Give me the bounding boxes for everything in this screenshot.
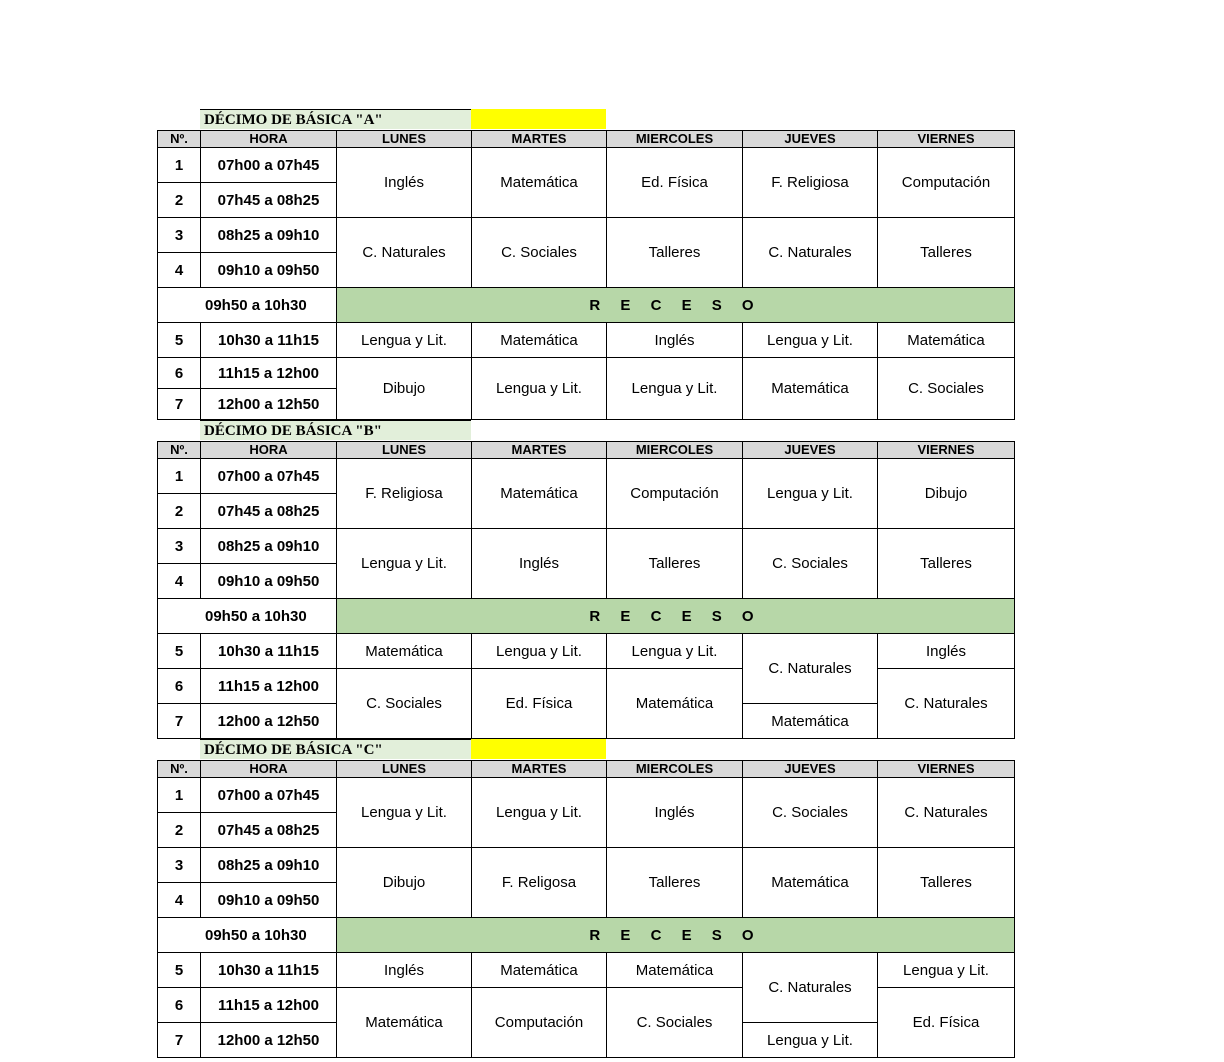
header-viernes: VIERNES — [878, 131, 1015, 148]
period-number: 4 — [158, 253, 201, 288]
header-hora: HORA — [201, 442, 337, 459]
subject-cell: Matemática — [472, 148, 607, 218]
recess-banner: R E C E S O — [337, 599, 1015, 634]
subject-cell: Lengua y Lit. — [607, 358, 743, 420]
period-number: 4 — [158, 883, 201, 918]
period-number: 2 — [158, 813, 201, 848]
subject-cell: Lengua y Lit. — [472, 358, 607, 420]
subject-cell: F. Religosa — [472, 848, 607, 918]
schedule-title: DÉCIMO DE BÁSICA "B" — [200, 420, 471, 440]
subject-cell: C. Sociales — [878, 358, 1015, 420]
period-time: 11h15 a 12h00 — [201, 358, 337, 389]
subject-cell: C. Sociales — [607, 988, 743, 1058]
subject-cell: C. Naturales — [743, 953, 878, 1023]
subject-cell: Dibujo — [337, 848, 472, 918]
subject-cell: Lengua y Lit. — [743, 459, 878, 529]
recess-banner: R E C E S O — [337, 918, 1015, 953]
header-lunes: LUNES — [337, 761, 472, 778]
subject-cell: Inglés — [878, 634, 1015, 669]
header-num: Nº. — [158, 442, 201, 459]
recess-banner: R E C E S O — [337, 288, 1015, 323]
subject-cell: Ed. Física — [878, 988, 1015, 1058]
subject-cell: C. Sociales — [472, 218, 607, 288]
subject-cell: C. Sociales — [743, 529, 878, 599]
subject-cell: Matemática — [472, 459, 607, 529]
header-num: Nº. — [158, 131, 201, 148]
subject-cell: C. Naturales — [337, 218, 472, 288]
schedule-title: DÉCIMO DE BÁSICA "C" — [200, 739, 471, 759]
recess-time: 09h50 a 10h30 — [158, 918, 337, 953]
period-number: 1 — [158, 778, 201, 813]
subject-cell: C. Naturales — [878, 669, 1015, 739]
period-time: 07h45 a 08h25 — [201, 183, 337, 218]
header-jueves: JUEVES — [743, 442, 878, 459]
header-viernes: VIERNES — [878, 442, 1015, 459]
header-martes: MARTES — [472, 131, 607, 148]
schedule-b — [157, 420, 1014, 739]
subject-cell: Matemática — [337, 988, 472, 1058]
period-number: 3 — [158, 218, 201, 253]
subject-cell: Matemática — [337, 634, 472, 669]
period-number: 5 — [158, 953, 201, 988]
period-number: 5 — [158, 323, 201, 358]
period-time: 08h25 a 09h10 — [201, 218, 337, 253]
header-lunes: LUNES — [337, 131, 472, 148]
subject-cell: Lengua y Lit. — [337, 529, 472, 599]
period-time: 07h00 a 07h45 — [201, 459, 337, 494]
subject-cell: Talleres — [607, 218, 743, 288]
header-martes: MARTES — [472, 442, 607, 459]
period-number: 7 — [158, 1023, 201, 1058]
recess-time: 09h50 a 10h30 — [158, 599, 337, 634]
highlight-cell — [471, 109, 606, 129]
subject-cell: Inglés — [472, 529, 607, 599]
subject-cell: Matemática — [743, 848, 878, 918]
subject-cell: F. Religiosa — [743, 148, 878, 218]
subject-cell: C. Sociales — [743, 778, 878, 848]
header-jueves: JUEVES — [743, 761, 878, 778]
subject-cell: C. Sociales — [337, 669, 472, 739]
subject-cell: Lengua y Lit. — [472, 778, 607, 848]
schedule-c — [157, 739, 1014, 1058]
period-number: 6 — [158, 988, 201, 1023]
subject-cell: Lengua y Lit. — [743, 1023, 878, 1058]
subject-cell: Inglés — [607, 778, 743, 848]
subject-cell: Ed. Física — [472, 669, 607, 739]
header-viernes: VIERNES — [878, 761, 1015, 778]
schedule-table — [157, 441, 1015, 739]
subject-cell: Matemática — [878, 323, 1015, 358]
header-miercoles: MIERCOLES — [607, 131, 743, 148]
period-time: 12h00 a 12h50 — [201, 704, 337, 739]
subject-cell: Computación — [607, 459, 743, 529]
subject-cell: Talleres — [878, 218, 1015, 288]
subject-cell: Computación — [472, 988, 607, 1058]
period-time: 07h00 a 07h45 — [201, 778, 337, 813]
subject-cell: Matemática — [607, 669, 743, 739]
period-number: 1 — [158, 148, 201, 183]
period-number: 6 — [158, 669, 201, 704]
subject-cell: Matemática — [472, 323, 607, 358]
subject-cell: Matemática — [607, 953, 743, 988]
subject-cell: Talleres — [878, 848, 1015, 918]
subject-cell: C. Naturales — [743, 634, 878, 704]
subject-cell: Computación — [878, 148, 1015, 218]
period-time: 08h25 a 09h10 — [201, 529, 337, 564]
subject-cell: Dibujo — [878, 459, 1015, 529]
header-jueves: JUEVES — [743, 131, 878, 148]
header-martes: MARTES — [472, 761, 607, 778]
subject-cell: Lengua y Lit. — [337, 778, 472, 848]
period-time: 10h30 a 11h15 — [201, 323, 337, 358]
subject-cell: Lengua y Lit. — [607, 634, 743, 669]
period-number: 5 — [158, 634, 201, 669]
period-time: 10h30 a 11h15 — [201, 953, 337, 988]
subject-cell: Talleres — [607, 529, 743, 599]
period-number: 2 — [158, 494, 201, 529]
schedule-table — [157, 760, 1015, 1058]
period-number: 7 — [158, 704, 201, 739]
subject-cell: Lengua y Lit. — [743, 323, 878, 358]
subject-cell: Inglés — [337, 148, 472, 218]
header-hora: HORA — [201, 131, 337, 148]
header-lunes: LUNES — [337, 442, 472, 459]
subject-cell: Matemática — [743, 704, 878, 739]
period-number: 3 — [158, 848, 201, 883]
schedule-table — [157, 130, 1015, 420]
period-time: 12h00 a 12h50 — [201, 1023, 337, 1058]
period-time: 07h45 a 08h25 — [201, 813, 337, 848]
header-num: Nº. — [158, 761, 201, 778]
subject-cell: Talleres — [607, 848, 743, 918]
subject-cell: C. Naturales — [878, 778, 1015, 848]
header-miercoles: MIERCOLES — [607, 442, 743, 459]
period-time: 09h10 a 09h50 — [201, 564, 337, 599]
highlight-cell — [471, 739, 606, 759]
period-number: 2 — [158, 183, 201, 218]
subject-cell: F. Religiosa — [337, 459, 472, 529]
period-time: 09h10 a 09h50 — [201, 253, 337, 288]
subject-cell: C. Naturales — [743, 218, 878, 288]
period-time: 08h25 a 09h10 — [201, 848, 337, 883]
period-time: 11h15 a 12h00 — [201, 669, 337, 704]
subject-cell: Lengua y Lit. — [337, 323, 472, 358]
schedule-title: DÉCIMO DE BÁSICA "A" — [200, 109, 471, 129]
period-number: 7 — [158, 389, 201, 420]
recess-time: 09h50 a 10h30 — [158, 288, 337, 323]
period-number: 1 — [158, 459, 201, 494]
period-time: 07h00 a 07h45 — [201, 148, 337, 183]
schedule-a — [157, 109, 1014, 420]
subject-cell: Inglés — [337, 953, 472, 988]
subject-cell: Ed. Física — [607, 148, 743, 218]
subject-cell: Matemática — [743, 358, 878, 420]
subject-cell: Lengua y Lit. — [878, 953, 1015, 988]
period-number: 3 — [158, 529, 201, 564]
period-time: 09h10 a 09h50 — [201, 883, 337, 918]
period-time: 10h30 a 11h15 — [201, 634, 337, 669]
subject-cell: Dibujo — [337, 358, 472, 420]
period-number: 6 — [158, 358, 201, 389]
header-miercoles: MIERCOLES — [607, 761, 743, 778]
subject-cell: Inglés — [607, 323, 743, 358]
period-time: 07h45 a 08h25 — [201, 494, 337, 529]
period-number: 4 — [158, 564, 201, 599]
subject-cell: Lengua y Lit. — [472, 634, 607, 669]
subject-cell: Talleres — [878, 529, 1015, 599]
period-time: 12h00 a 12h50 — [201, 389, 337, 420]
header-hora: HORA — [201, 761, 337, 778]
period-time: 11h15 a 12h00 — [201, 988, 337, 1023]
subject-cell: Matemática — [472, 953, 607, 988]
